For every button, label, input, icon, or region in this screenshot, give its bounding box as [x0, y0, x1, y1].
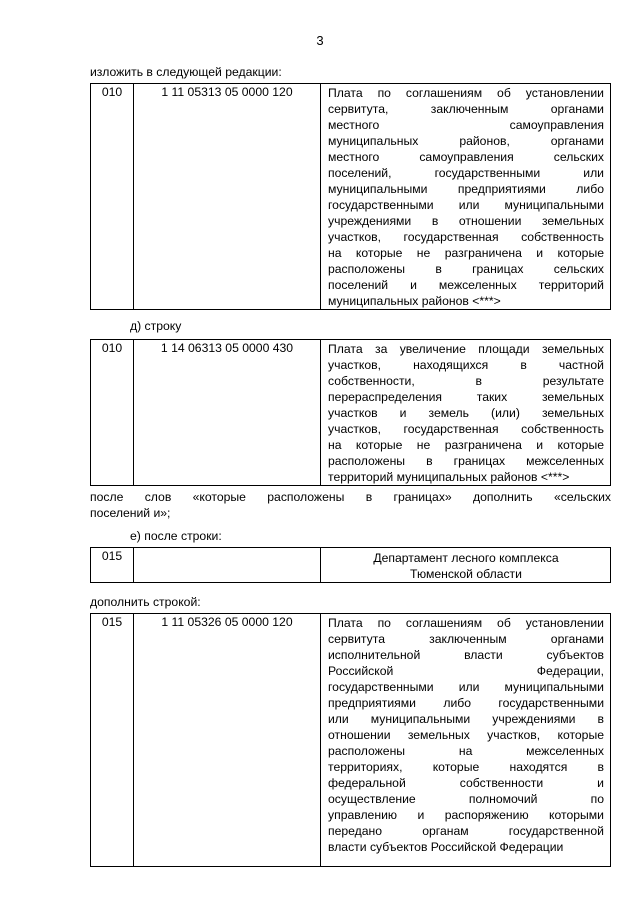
description-line: перераспределения таких земельных	[328, 390, 604, 404]
description-line: сервитута, заключенным органами	[328, 102, 604, 116]
table-amended-row	[90, 83, 611, 310]
description-text	[328, 85, 604, 309]
description-line: расположены в границах межселенных	[328, 454, 604, 468]
table-row-e	[90, 547, 611, 583]
page-number: 3	[316, 33, 324, 48]
description-text	[328, 615, 604, 855]
table-row	[91, 614, 611, 867]
description-line: передано органам государственной	[328, 824, 604, 838]
table-row-d	[90, 339, 611, 486]
description-line: предприятиями либо государственными	[328, 696, 604, 710]
description-line: территориях, которые находятся в	[328, 760, 604, 774]
after-words-line-1: после слов «которые расположены в границах» дополнить «сельских	[90, 490, 611, 504]
description-line: муниципальных районов, органами	[328, 134, 604, 148]
description-line: расположены на межселенных	[328, 744, 604, 758]
description-cell	[321, 548, 611, 583]
table-new-row	[90, 613, 611, 867]
table-row	[91, 340, 611, 486]
description-line: собственности, в результате	[328, 374, 604, 388]
admin-code-cell: 015	[91, 548, 134, 583]
description-line: на которые не разграничена и которые	[328, 246, 604, 260]
item-d-label: д) строку	[130, 319, 182, 333]
description-line: Плата по соглашениям об установлении	[328, 86, 604, 100]
description-line: государственными или муниципальными	[328, 680, 604, 694]
admin-code-cell: 010	[91, 84, 134, 310]
description-line: учреждениями в отношении земельных	[328, 214, 604, 228]
description-line: местного самоуправления	[328, 118, 604, 132]
description-line: территорий муниципальных районов <***>	[328, 470, 570, 484]
description-cell	[321, 614, 611, 867]
kbk-code-cell: 1 11 05326 05 0000 120	[134, 614, 321, 867]
description-line: участков, находящихся в частной	[328, 358, 604, 372]
table-row	[91, 548, 611, 583]
description-line: отношении земельных участков, которые	[328, 728, 604, 742]
add-row-line: дополнить строкой:	[90, 595, 201, 609]
description-line: государственными или муниципальными	[328, 198, 604, 212]
description-line: или муниципальными учреждениями в	[328, 712, 604, 726]
admin-code-cell: 010	[91, 340, 134, 486]
description-line: Департамент лесного комплекса	[373, 551, 559, 565]
description-line: участков, государственная собственность	[328, 230, 604, 244]
description-line: Плата по соглашениям об установлении	[328, 616, 604, 630]
kbk-code-cell	[134, 548, 321, 583]
description-line: федеральной собственности и	[328, 776, 604, 790]
description-line: участков, государственная собственность	[328, 422, 604, 436]
description-line: Российской Федерации,	[328, 664, 604, 678]
description-line: поселений и межселенных территорий	[328, 278, 604, 292]
item-e-label: е) после строки:	[130, 529, 222, 543]
description-line: осуществление полномочий по	[328, 792, 604, 806]
description-line: управлению и распоряжению которыми	[328, 808, 604, 822]
description-line: сервитута заключенным органами	[328, 632, 604, 646]
description-cell	[321, 340, 611, 486]
description-text	[328, 549, 604, 582]
kbk-code-cell: 1 14 06313 05 0000 430	[134, 340, 321, 486]
description-line: власти субъектов Российской Федерации	[328, 840, 564, 854]
description-line: исполнительной власти субъектов	[328, 648, 604, 662]
kbk-code-cell: 1 11 05313 05 0000 120	[134, 84, 321, 310]
after-words-line-2: поселений и»;	[90, 506, 171, 520]
intro-line: изложить в следующей редакции:	[90, 65, 282, 79]
admin-code-cell: 015	[91, 614, 134, 867]
description-line: расположены в границах сельских	[328, 262, 604, 276]
description-cell	[321, 84, 611, 310]
description-line: участков и земель (или) земельных	[328, 406, 604, 420]
description-text	[328, 341, 604, 485]
table-row	[91, 84, 611, 310]
description-line: Тюменской области	[410, 567, 522, 581]
description-line: поселений, государственными или	[328, 166, 604, 180]
description-line: местного самоуправления сельских	[328, 150, 604, 164]
description-line: Плата за увеличение площади земельных	[328, 342, 604, 356]
description-line: муниципальными предприятиями либо	[328, 182, 604, 196]
description-line: на которые не разграничена и которые	[328, 438, 604, 452]
description-line: муниципальных районов <***>	[328, 294, 501, 308]
